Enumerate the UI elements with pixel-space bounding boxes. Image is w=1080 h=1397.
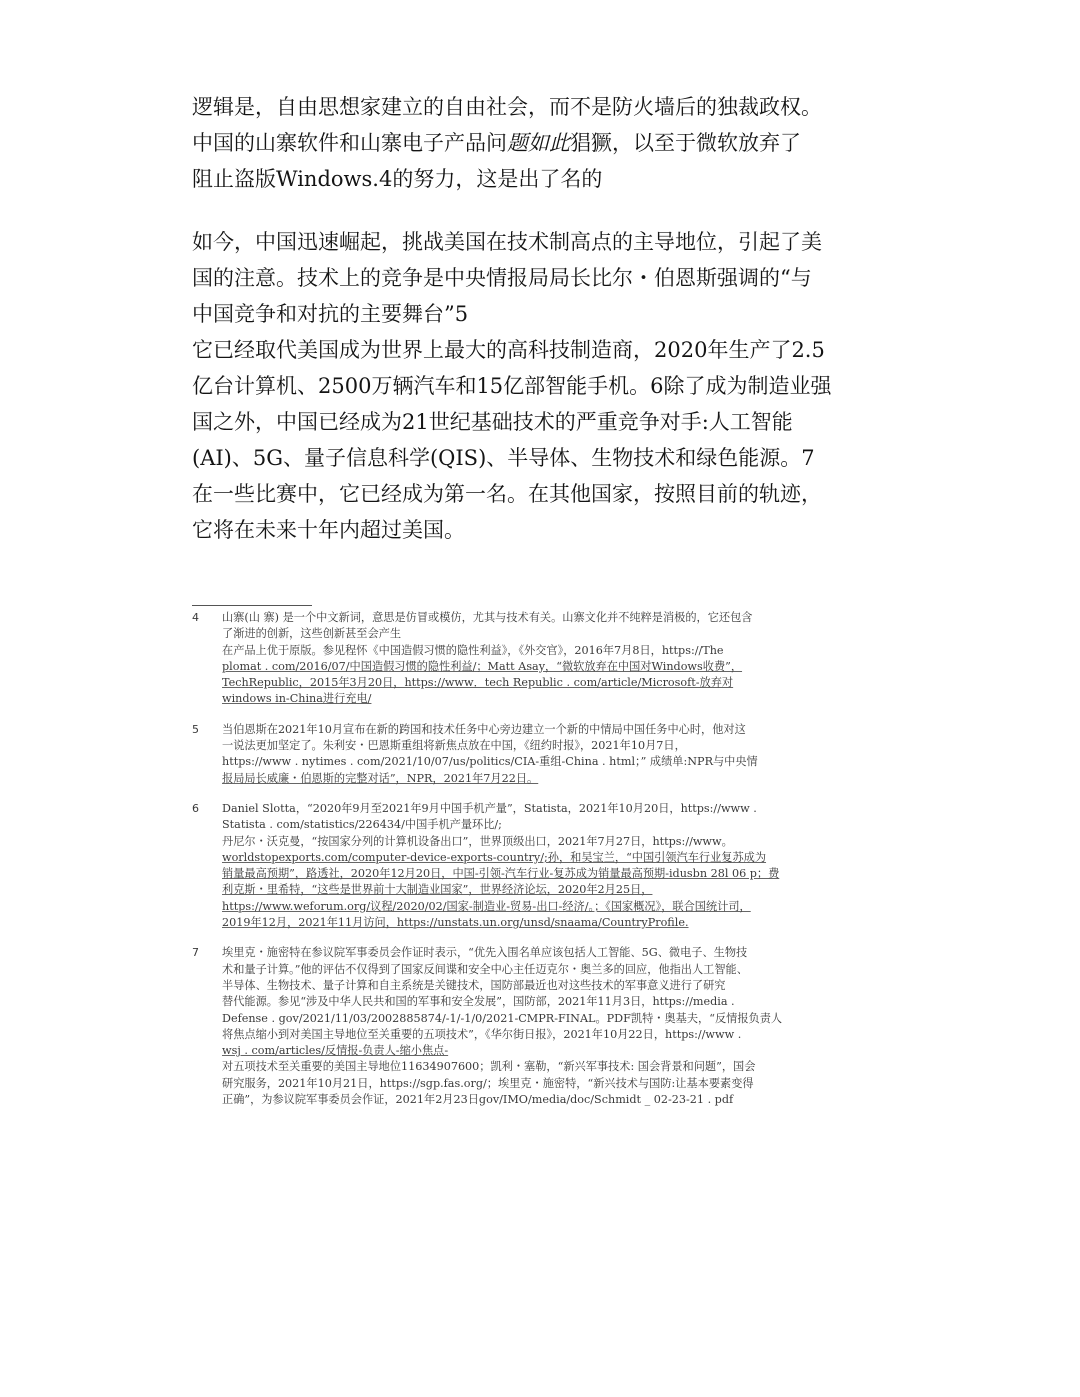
- body-line: 亿台计算机、2500万辆汽车和15亿部智能手机。6除了成为制造业强: [192, 374, 832, 398]
- footnote-divider: [192, 605, 312, 606]
- footnote-link[interactable]: plomat . com/2016/07/中国造假习惯的隐性利益/；Matt Asay，“微软放弃在中国对Windows收费”，: [222, 659, 743, 673]
- footnote-link[interactable]: 利克斯・里希特，“这些是世界前十大制造业国家”，世界经济论坛，2020年2月25日，: [222, 883, 653, 897]
- footnote-line: 半导体、生物技术、量子计算和自主系统是关键技术，国防部最近也对这些技术的军事意义进行了研究: [222, 978, 726, 992]
- footnote-number: 6: [192, 801, 199, 815]
- body-line: (AI)、5G、量子信息科学(QIS)、半导体、生物技术和绿色能源。7: [192, 446, 815, 470]
- footnote-line: Statista . com/statistics/226434/中国手机产量环比/;: [222, 818, 502, 832]
- body-text-fragment: 猖獗，以至于微软放弃了: [570, 131, 801, 155]
- footnote-line: https://www . nytimes . com/2021/10/07/us/politics/CIA-重组-China . html；” 成绩单:NPR与中央情: [222, 755, 758, 769]
- body-line: 逻辑是，自由思想家建立的自由社会，而不是防火墙后的独裁政权。: [192, 95, 822, 119]
- footnote-number: 4: [192, 611, 199, 624]
- footnote-link[interactable]: 销量最高预期”，路透社，2020年12月20日，中国-引领-汽车行业-复苏成为销量最高预期-idusbn 28l 06 p；费: [222, 867, 780, 881]
- footnote-line: 术和量子计算。”他的评估不仅得到了国家反间谍和安全中心主任迈克尔・奥兰多的回应，他指出人工智能、: [222, 962, 748, 976]
- body-paragraph-2: [192, 224, 842, 548]
- footnote-link[interactable]: windows in-China进行充电/: [222, 692, 372, 706]
- footnote-number: 7: [192, 946, 199, 960]
- italic-fragment: 题如此: [507, 131, 570, 155]
- footnote-line: 研究服务，2021年10月21日，https://sgp.fas.org/；埃里克・施密特，“新兴技术与国防:让基本要素变得: [222, 1076, 754, 1090]
- footnote-link[interactable]: https://www.weforum.org/议程/2020/02/国家-制造业-贸易-出口-经济/。；《国家概况》，联合国统计司，: [222, 899, 751, 913]
- body-line: [192, 125, 842, 161]
- footnote-line: 正确”，为参议院军事委员会作证，2021年2月23日gov/IMO/media/doc/Schmidt _ 02-23-21 . pdf: [222, 1093, 734, 1107]
- footnote-line: Defense . gov/2021/11/03/2002885874/-1/-1/0/2021-CMPR-FINAL。PDF凯特・奥基夫，“反情报负责人: [222, 1011, 783, 1025]
- footnote-link[interactable]: wsj . com/articles/反情报-负责人-缩小焦点-: [222, 1044, 449, 1058]
- footnote-5: [192, 722, 832, 787]
- body-line: 它将在未来十年内超过美国。: [192, 518, 465, 542]
- footnote-line: 替代能源。参见“涉及中华人民共和国的军事和安全发展”，国防部，2021年11月3日，https://media .: [222, 995, 735, 1009]
- body-line: 中国竞争和对抗的主要舞台”5: [192, 302, 469, 326]
- footnote-link[interactable]: 2019年12月，2021年11月访问，https://unstats.un.org/unsd/snaama/CountryProfile.: [222, 916, 689, 930]
- body-line: 在一些比赛中，它已经成为第一名。在其他国家，按照目前的轨迹，: [192, 482, 822, 506]
- body-line: 它已经取代美国成为世界上最大的高科技制造商，2020年生产了2.5: [192, 338, 825, 362]
- footnote-link[interactable]: 报局局长威廉・伯恩斯的完整对话”，NPR，2021年7月22日。: [222, 771, 539, 785]
- footnote-line: 丹尼尔・沃克曼，“按国家分列的计算机设备出口”，世界顶级出口，2021年7月27日，https://www。: [222, 834, 733, 848]
- body-line: 阻止盗版Windows.4的努力，这是出了名的: [192, 167, 603, 191]
- footnote-number: 5: [192, 722, 199, 736]
- footnote-line: 将焦点缩小到对美国主导地位至关重要的五项技术”，《华尔街日报》，2021年10月22日，https://www .: [222, 1027, 742, 1041]
- footnote-line: 对五项技术至关重要的美国主导地位11634907600；凯利・塞勒，“新兴军事技术: 国会背景和问题”，国会: [222, 1060, 756, 1074]
- footnote-line: 埃里克・施密特在参议院军事委员会作证时表示，“优先入围名单应该包括人工智能、5G、微电子、生物技: [222, 946, 748, 960]
- footnote-6: [192, 801, 832, 931]
- body-line: 如今，中国迅速崛起，挑战美国在技术制高点的主导地位，引起了美: [192, 230, 822, 254]
- body-line: 国的注意。技术上的竞争是中央情报局局长比尔・伯恩斯强调的“与: [192, 266, 812, 290]
- body-line: 国之外，中国已经成为21世纪基础技术的严重竞争对手:人工智能: [192, 410, 793, 434]
- footnote-4: [192, 610, 832, 708]
- footnote-line: 当伯恩斯在2021年10月宣布在新的跨国和技术任务中心旁边建立一个新的中情局中国任务中心时，他对这: [222, 722, 746, 736]
- footnote-7: [192, 945, 832, 1108]
- footnote-line: 在产品上优于原版。参见程怀《中国造假习惯的隐性利益》，《外交官》，2016年7月8日，https://The: [222, 643, 724, 657]
- footnote-line: 了渐进的创新，这些创新甚至会产生: [222, 627, 402, 641]
- footnote-link[interactable]: TechRepublic，2015年3月20日，https://www．tech Republic . com/article/Microsoft-放弃对: [222, 676, 734, 690]
- footnote-line: 一说法更加坚定了。朱利安・巴恩斯重组将新焦点放在中国，《纽约时报》，2021年10月7日，: [222, 739, 686, 753]
- footnote-line: Daniel Slotta，“2020年9月至2021年9月中国手机产量”，Statista，2021年10月20日，https://www .: [222, 801, 757, 815]
- footnote-link[interactable]: worldstopexports.com/computer-device-exports-country/;孙，和吴宝兰，“中国引领汽车行业复苏成为: [222, 850, 767, 864]
- body-text-fragment: 中国的山寨软件和山寨电子产品问: [192, 131, 507, 155]
- footnotes: [192, 610, 832, 1122]
- body-paragraph-1: [192, 89, 842, 197]
- footnote-line: 山寨(山 寨) 是一个中文新词，意思是仿冒或模仿，尤其与技术有关。山寨文化并不纯粹是消极的，它还包含: [222, 611, 753, 624]
